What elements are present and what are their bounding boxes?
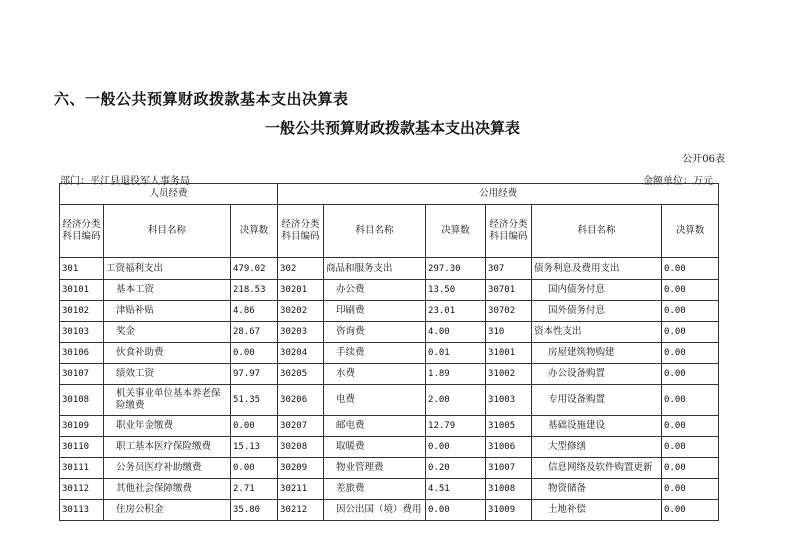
cell-code: 30111 <box>60 458 104 479</box>
cell-amount: 218.53 <box>231 280 278 301</box>
cell-code: 301 <box>60 258 104 280</box>
cell-code: 31009 <box>486 500 532 521</box>
table-row <box>60 343 719 364</box>
cell-code: 31008 <box>486 479 532 500</box>
table-code: 公开06表 <box>682 154 725 165</box>
cell-code: 30113 <box>60 500 104 521</box>
cell-amount: 0.00 <box>662 301 719 322</box>
cell-code: 30208 <box>278 437 324 458</box>
cell-code: 30207 <box>278 416 324 437</box>
cell-amount: 1.89 <box>426 364 486 385</box>
cell-name: 手续费 <box>324 343 426 364</box>
cell-name: 信息网络及软件购置更新 <box>532 458 662 479</box>
cell-code: 30101 <box>60 280 104 301</box>
table-row <box>60 322 719 343</box>
cell-name: 水费 <box>324 364 426 385</box>
cell-name: 基础设施建设 <box>532 416 662 437</box>
column-header-row <box>60 205 719 258</box>
cell-name: 办公费 <box>324 280 426 301</box>
cell-amount: 13.50 <box>426 280 486 301</box>
cell-name: 专用设备购置 <box>532 385 662 416</box>
cell-name: 取暖费 <box>324 437 426 458</box>
section-title: 六、一般公共预算财政拨款基本支出决算表 <box>54 90 349 108</box>
cell-code: 30202 <box>278 301 324 322</box>
cell-name: 伙食补助费 <box>104 343 231 364</box>
cell-code: 31002 <box>486 364 532 385</box>
cell-amount: 0.00 <box>662 364 719 385</box>
cell-name: 土地补偿 <box>532 500 662 521</box>
cell-amount: 0.00 <box>662 458 719 479</box>
cell-amount: 51.35 <box>231 385 278 416</box>
document-title: 一般公共预算财政拨款基本支出决算表 <box>264 119 520 137</box>
cell-amount: 4.86 <box>231 301 278 322</box>
cell-name: 津贴补贴 <box>104 301 231 322</box>
col-header-name: 科目名称 <box>324 205 426 258</box>
cell-amount: 23.01 <box>426 301 486 322</box>
cell-name: 基本工资 <box>104 280 231 301</box>
cell-amount: 0.00 <box>662 280 719 301</box>
cell-amount: 4.00 <box>426 322 486 343</box>
cell-name: 大型修缮 <box>532 437 662 458</box>
cell-code: 31003 <box>486 385 532 416</box>
public-expense-header: 公用经费 <box>278 184 719 205</box>
cell-name: 机关事业单位基本养老保险缴费 <box>104 385 231 416</box>
cell-name: 奖金 <box>104 322 231 343</box>
table-row <box>60 479 719 500</box>
table-row <box>60 437 719 458</box>
col-header-code: 经济分类科目编码 <box>486 205 532 258</box>
personnel-expense-header: 人员经费 <box>60 184 278 205</box>
cell-amount: 0.00 <box>662 343 719 364</box>
table-row <box>60 458 719 479</box>
cell-code: 30112 <box>60 479 104 500</box>
cell-amount: 2.00 <box>426 385 486 416</box>
cell-code: 30107 <box>60 364 104 385</box>
cell-code: 30209 <box>278 458 324 479</box>
cell-name: 住房公积金 <box>104 500 231 521</box>
cell-name: 国内债务付息 <box>532 280 662 301</box>
cell-name: 邮电费 <box>324 416 426 437</box>
department-label: 部门：平江县退役军人事务局 <box>60 176 190 187</box>
cell-code: 30204 <box>278 343 324 364</box>
table-row <box>60 364 719 385</box>
cell-amount: 0.00 <box>662 500 719 521</box>
cell-code: 30110 <box>60 437 104 458</box>
cell-name: 公务员医疗补助缴费 <box>104 458 231 479</box>
cell-code: 30211 <box>278 479 324 500</box>
col-header-amount: 决算数 <box>426 205 486 258</box>
cell-code: 307 <box>486 258 532 280</box>
cell-code: 30212 <box>278 500 324 521</box>
cell-name: 其他社会保障缴费 <box>104 479 231 500</box>
cell-code: 30203 <box>278 322 324 343</box>
table-row <box>60 301 719 322</box>
cell-code: 31007 <box>486 458 532 479</box>
cell-name: 电费 <box>324 385 426 416</box>
cell-amount: 479.02 <box>231 258 278 280</box>
cell-amount: 28.67 <box>231 322 278 343</box>
col-header-code: 经济分类科目编码 <box>278 205 324 258</box>
cell-amount: 0.00 <box>231 416 278 437</box>
cell-amount: 97.97 <box>231 364 278 385</box>
col-header-name: 科目名称 <box>532 205 662 258</box>
cell-code: 30201 <box>278 280 324 301</box>
col-header-name: 科目名称 <box>104 205 231 258</box>
table-row <box>60 280 719 301</box>
cell-code: 30106 <box>60 343 104 364</box>
table-row <box>60 500 719 521</box>
cell-amount: 0.00 <box>662 437 719 458</box>
cell-amount: 0.01 <box>426 343 486 364</box>
cell-amount: 0.00 <box>662 258 719 280</box>
cell-name: 商品和服务支出 <box>324 258 426 280</box>
cell-name: 印刷费 <box>324 301 426 322</box>
cell-amount: 15.13 <box>231 437 278 458</box>
cell-name: 绩效工资 <box>104 364 231 385</box>
cell-amount: 4.51 <box>426 479 486 500</box>
group-header-row <box>60 184 719 205</box>
cell-name: 工资福利支出 <box>104 258 231 280</box>
table-row <box>60 416 719 437</box>
cell-code: 30702 <box>486 301 532 322</box>
cell-code: 31005 <box>486 416 532 437</box>
cell-name: 物资储备 <box>532 479 662 500</box>
cell-amount: 0.00 <box>426 500 486 521</box>
cell-code: 30108 <box>60 385 104 416</box>
amount-unit-label: 金额单位：万元 <box>643 176 713 187</box>
cell-amount: 0.00 <box>426 437 486 458</box>
cell-amount: 12.79 <box>426 416 486 437</box>
col-header-amount: 决算数 <box>662 205 719 258</box>
cell-code: 302 <box>278 258 324 280</box>
cell-amount: 0.20 <box>426 458 486 479</box>
cell-code: 30205 <box>278 364 324 385</box>
cell-amount: 0.00 <box>662 322 719 343</box>
cell-name: 因公出国（境）费用 <box>324 500 426 521</box>
cell-name: 物业管理费 <box>324 458 426 479</box>
cell-amount: 297.30 <box>426 258 486 280</box>
cell-amount: 0.00 <box>231 458 278 479</box>
cell-amount: 0.00 <box>231 343 278 364</box>
cell-amount: 0.00 <box>662 385 719 416</box>
cell-name: 办公设备购置 <box>532 364 662 385</box>
cell-code: 30701 <box>486 280 532 301</box>
cell-code: 30103 <box>60 322 104 343</box>
cell-name: 职业年金缴费 <box>104 416 231 437</box>
col-header-amount: 决算数 <box>231 205 278 258</box>
col-header-code: 经济分类科目编码 <box>60 205 104 258</box>
cell-code: 31001 <box>486 343 532 364</box>
cell-name: 职工基本医疗保险缴费 <box>104 437 231 458</box>
cell-name: 资本性支出 <box>532 322 662 343</box>
table-row <box>60 258 719 280</box>
cell-name: 债务利息及费用支出 <box>532 258 662 280</box>
cell-amount: 2.71 <box>231 479 278 500</box>
cell-amount: 0.00 <box>662 479 719 500</box>
cell-name: 房屋建筑物购建 <box>532 343 662 364</box>
cell-code: 30102 <box>60 301 104 322</box>
cell-amount: 0.00 <box>662 416 719 437</box>
cell-amount: 35.80 <box>231 500 278 521</box>
expenditure-table <box>59 183 719 521</box>
table-row <box>60 385 719 416</box>
cell-name: 咨询费 <box>324 322 426 343</box>
cell-code: 31006 <box>486 437 532 458</box>
cell-code: 310 <box>486 322 532 343</box>
cell-name: 国外债务付息 <box>532 301 662 322</box>
cell-name: 差旅费 <box>324 479 426 500</box>
cell-code: 30206 <box>278 385 324 416</box>
cell-code: 30109 <box>60 416 104 437</box>
